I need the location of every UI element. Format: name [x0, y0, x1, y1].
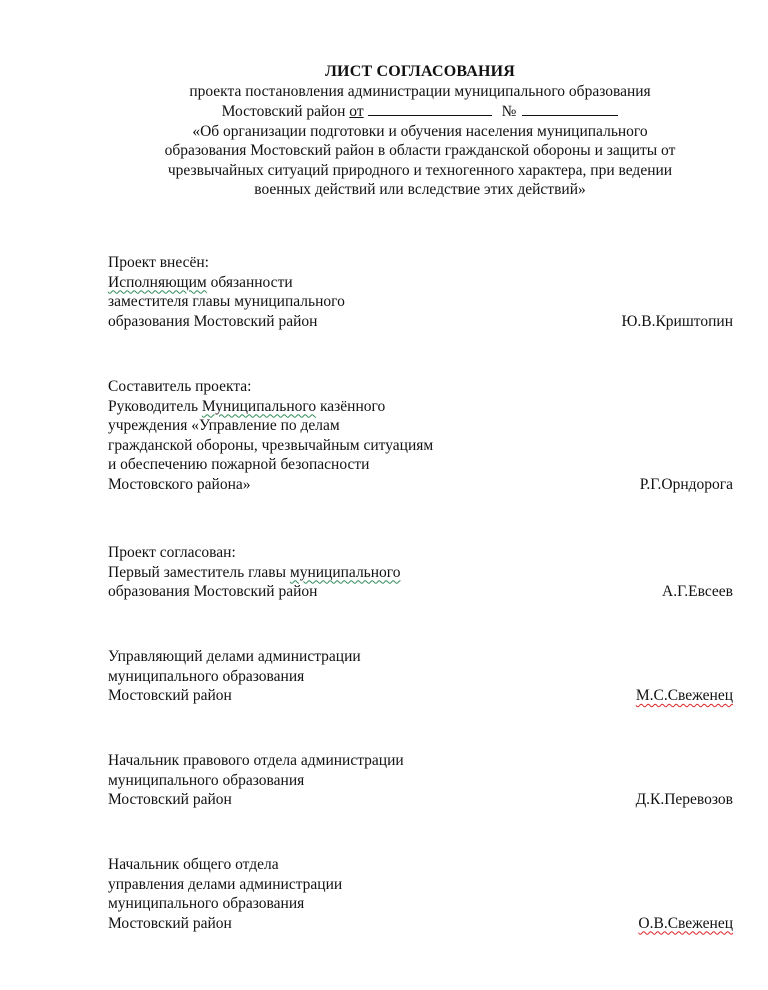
document-title: ЛИСТ СОГЛАСОВАНИЯ — [324, 63, 516, 80]
legal-signature-row — [108, 790, 733, 810]
affairs-line-2: муниципального образования — [108, 667, 305, 685]
affairs-line-1: Управляющий делами администрации — [108, 648, 361, 665]
document-header — [60, 62, 768, 200]
general-signer: О.В.Свеженец — [638, 914, 733, 932]
author-line-1-a: Руководитель — [108, 397, 202, 415]
author-line-5: Мостовского района» — [108, 475, 251, 493]
section-introduced — [108, 253, 733, 331]
number-blank-field — [522, 101, 618, 116]
agreed-line-1 — [108, 563, 733, 583]
number-sign: № — [501, 103, 517, 120]
affairs-signature-row — [108, 686, 733, 706]
section-author — [108, 377, 733, 494]
legal-line-3: Мостовский район — [108, 791, 232, 808]
agreed-line-1-word: муниципального — [289, 563, 401, 581]
agreed-line-2: образования Мостовский район — [108, 583, 318, 600]
section-affairs — [108, 647, 733, 706]
header-line-1: проекта постановления администрации муниципального образования — [189, 82, 651, 100]
header-line-3: «Об организации подготовки и обучения населения муниципального — [192, 122, 648, 140]
introduced-line-1 — [108, 273, 733, 293]
date-prefix: от — [349, 103, 364, 120]
author-signer: Р.Г.Орндорога — [639, 475, 733, 493]
legal-line-1: Начальник правового отдела администрации — [108, 752, 404, 769]
section-general — [108, 855, 733, 933]
general-signature-row — [108, 914, 733, 934]
author-line-2: учреждения «Управление по делам — [108, 417, 340, 434]
introduced-line-1-rest: обязанности — [206, 273, 293, 291]
legal-signer: Д.К.Перевозов — [635, 791, 733, 808]
agreed-signature-row — [108, 582, 733, 602]
author-heading: Составитель проекта: — [108, 378, 252, 395]
general-line-1: Начальник общего отдела — [108, 856, 279, 873]
header-line-4: образования Мостовский район в области гражданской обороны и защиты от — [164, 142, 676, 159]
header-line-2 — [60, 101, 768, 122]
section-legal — [108, 751, 733, 810]
introduced-signer: Ю.В.Криштопин — [621, 312, 733, 330]
header-line-2-prefix: Мостовский район — [221, 103, 350, 120]
general-line-3: муниципального образования — [108, 895, 305, 912]
section-agreed — [108, 543, 733, 602]
author-line-1-b: казённого — [316, 397, 386, 415]
author-line-1-word: Муниципального — [201, 397, 317, 415]
author-line-4: и обеспечению пожарной безопасности — [108, 456, 370, 473]
introduced-heading: Проект внесён: — [108, 254, 209, 271]
affairs-signer: М.С.Свеженец — [635, 687, 733, 704]
introduced-line-2: заместителя главы муниципального — [108, 293, 345, 310]
introduced-signature-row — [108, 312, 733, 332]
general-line-2: управления делами администрации — [108, 875, 343, 893]
general-line-4: Мостовский район — [108, 914, 232, 932]
agreed-heading: Проект согласован: — [108, 544, 236, 561]
header-line-6: военных действий или вследствие этих действий» — [254, 181, 586, 198]
affairs-line-3: Мостовский район — [108, 687, 232, 704]
introduced-line-1-word: Исполняющим — [108, 273, 207, 291]
author-line-3: гражданской обороны, чрезвычайным ситуациям — [108, 436, 434, 454]
author-line-1 — [108, 397, 733, 417]
agreed-signer: А.Г.Евсеев — [662, 583, 733, 600]
introduced-line-3: образования Мостовский район — [108, 312, 318, 330]
legal-line-2: муниципального образования — [108, 771, 305, 789]
header-line-5: чрезвычайных ситуаций природного и техногенного характера, при ведении — [167, 161, 673, 179]
agreed-line-1-a: Первый заместитель главы — [108, 563, 290, 581]
author-signature-row — [108, 475, 733, 495]
date-blank-field — [368, 101, 492, 116]
